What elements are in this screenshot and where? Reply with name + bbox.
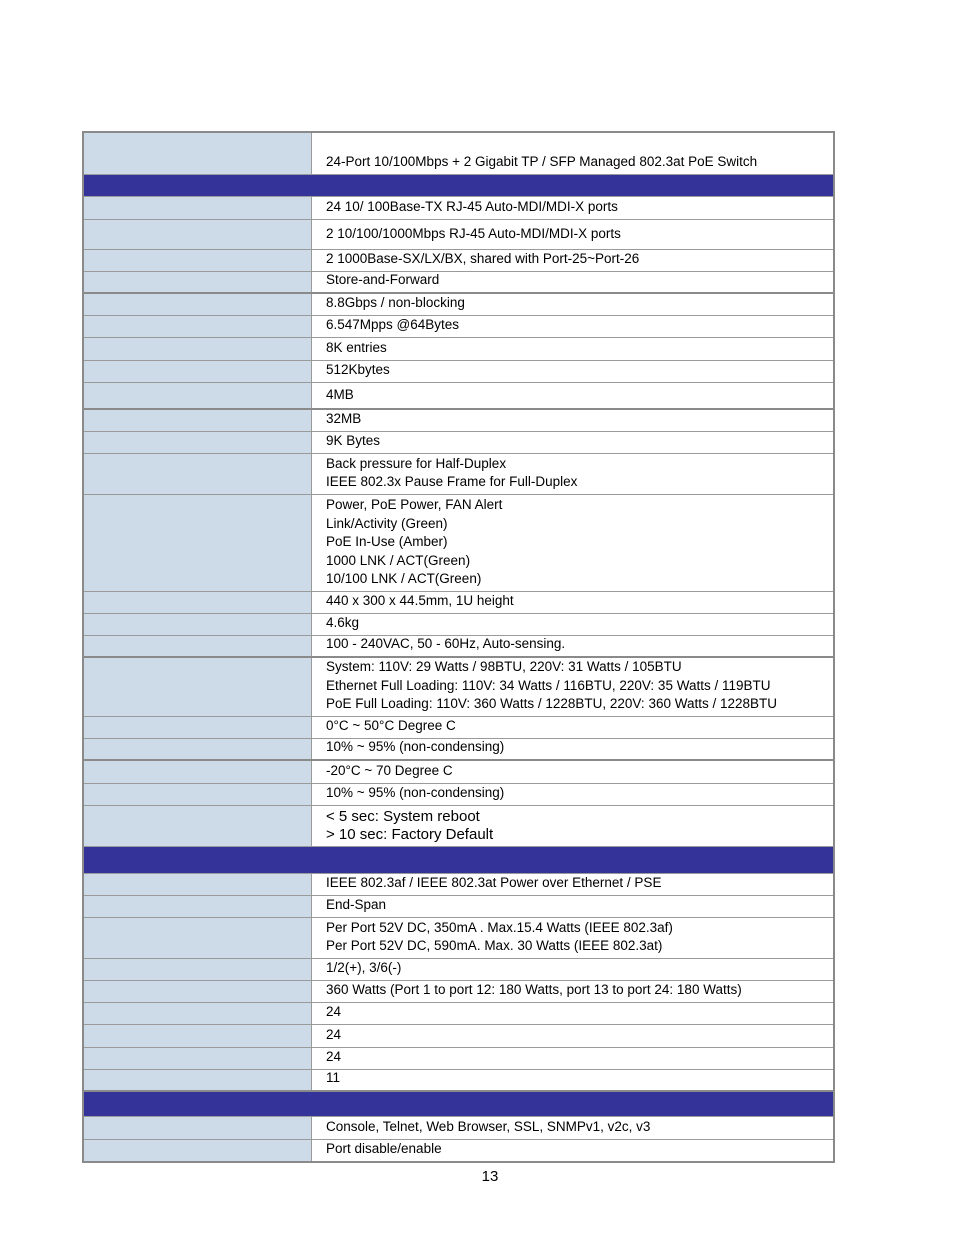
- spec-value-cell: [312, 806, 833, 846]
- spec-value-line: 2 1000Base-SX/LX/BX, shared with Port-25~Port-26: [326, 251, 640, 267]
- spec-row: [84, 636, 833, 658]
- spec-row: [84, 918, 833, 959]
- spec-label-cell: [84, 592, 312, 613]
- spec-row: [84, 1048, 833, 1070]
- spec-row: [84, 981, 833, 1003]
- spec-row: [84, 1003, 833, 1025]
- spec-value-line: Console, Telnet, Web Browser, SSL, SNMPv1, v2c, v3: [326, 1119, 651, 1135]
- spec-label-cell: [84, 1025, 312, 1047]
- spec-label-cell: [84, 1070, 312, 1090]
- spec-label-cell: [84, 316, 312, 337]
- spec-row: [84, 316, 833, 338]
- spec-value-line: PoE In-Use (Amber): [326, 534, 448, 550]
- spec-value-cell: [312, 454, 833, 494]
- spec-value-cell: [312, 197, 833, 219]
- spec-row: [84, 1070, 833, 1092]
- spec-label-cell: [84, 432, 312, 453]
- spec-value-cell: [312, 250, 833, 271]
- spec-row: [84, 1140, 833, 1161]
- spec-value-cell: [312, 739, 833, 759]
- spec-label-cell: [84, 636, 312, 656]
- spec-value-line: 8K entries: [326, 340, 387, 356]
- spec-row: [84, 250, 833, 272]
- spec-row: [84, 133, 833, 175]
- spec-value-line: 32MB: [326, 411, 362, 427]
- spec-value-cell: [312, 383, 833, 408]
- spec-value-cell: [312, 1025, 833, 1047]
- spec-value-cell: [312, 614, 833, 635]
- spec-value-line: -20°C ~ 70 Degree C: [326, 763, 453, 779]
- spec-row: [84, 614, 833, 636]
- spec-row: [84, 874, 833, 896]
- spec-row: [84, 806, 833, 847]
- spec-row: [84, 717, 833, 739]
- spec-value-line: 1/2(+), 3/6(-): [326, 960, 402, 976]
- spec-value-cell: [312, 1140, 833, 1161]
- spec-value-cell: [312, 918, 833, 958]
- spec-value-line: 11: [326, 1070, 341, 1086]
- spec-row: [84, 338, 833, 361]
- spec-value-line: Port disable/enable: [326, 1141, 442, 1157]
- spec-label-cell: [84, 133, 312, 174]
- spec-row: [84, 495, 833, 592]
- spec-row: [84, 383, 833, 410]
- spec-label-cell: [84, 383, 312, 408]
- spec-row: [84, 739, 833, 761]
- spec-value-cell: [312, 959, 833, 980]
- spec-label-cell: [84, 614, 312, 635]
- spec-label-cell: [84, 874, 312, 895]
- spec-value-line: 440 x 300 x 44.5mm, 1U height: [326, 593, 514, 609]
- spec-label-cell: [84, 410, 312, 431]
- spec-value-cell: [312, 432, 833, 453]
- spec-value-line: 10% ~ 95% (non-condensing): [326, 785, 505, 801]
- spec-value-cell: [312, 1003, 833, 1024]
- spec-label-cell: [84, 784, 312, 805]
- spec-value-line: IEEE 802.3af / IEEE 802.3at Power over Ethernet / PSE: [326, 875, 662, 891]
- section-header-bar: [84, 847, 833, 874]
- spec-label-cell: [84, 338, 312, 360]
- spec-value-line: 360 Watts (Port 1 to port 12: 180 Watts, port 13 to port 24: 180 Watts): [326, 982, 742, 998]
- spec-label-cell: [84, 981, 312, 1002]
- spec-value-line: 4.6kg: [326, 615, 360, 631]
- spec-value-cell: [312, 784, 833, 805]
- spec-value-cell: [312, 272, 833, 292]
- spec-row: [84, 592, 833, 614]
- spec-value-line: Link/Activity (Green): [326, 515, 448, 531]
- spec-value-line: 1000 LNK / ACT(Green): [326, 552, 471, 568]
- spec-value-line: Per Port 52V DC, 350mA . Max.15.4 Watts (IEEE 802.3af): [326, 919, 673, 935]
- spec-label-cell: [84, 761, 312, 783]
- spec-label-cell: [84, 294, 312, 315]
- spec-label-cell: [84, 454, 312, 494]
- spec-row: [84, 784, 833, 806]
- spec-label-cell: [84, 197, 312, 219]
- spec-value-line: 10% ~ 95% (non-condensing): [326, 739, 505, 755]
- spec-label-cell: [84, 361, 312, 382]
- spec-label-cell: [84, 1003, 312, 1024]
- spec-value-cell: [312, 658, 833, 716]
- spec-value-cell: [312, 896, 833, 917]
- spec-value-cell: [312, 338, 833, 360]
- spec-label-cell: [84, 806, 312, 846]
- spec-row: [84, 658, 833, 717]
- spec-label-cell: [84, 658, 312, 716]
- spec-value-cell: [312, 1117, 833, 1139]
- spec-value-line: > 10 sec: Factory Default: [326, 826, 494, 843]
- spec-value-cell: [312, 133, 833, 174]
- spec-value-cell: [312, 495, 833, 591]
- spec-label-cell: [84, 1117, 312, 1139]
- spec-value-line: Per Port 52V DC, 590mA. Max. 30 Watts (IEEE 802.3at): [326, 938, 663, 954]
- spec-value-cell: [312, 1070, 833, 1090]
- spec-row: [84, 197, 833, 220]
- spec-value-cell: [312, 636, 833, 656]
- spec-row: [84, 959, 833, 981]
- spec-value-line: 2 10/100/1000Mbps RJ-45 Auto-MDI/MDI-X ports: [326, 226, 621, 242]
- spec-value-cell: [312, 981, 833, 1002]
- spec-label-cell: [84, 1140, 312, 1161]
- spec-row: [84, 1025, 833, 1048]
- spec-value-line: 6.547Mpps @64Bytes: [326, 317, 460, 333]
- spec-label-cell: [84, 896, 312, 917]
- spec-value-line: 4MB: [326, 387, 354, 403]
- spec-value-cell: [312, 592, 833, 613]
- spec-value-line: 0°C ~ 50°C Degree C: [326, 718, 456, 734]
- spec-value-cell: [312, 410, 833, 431]
- spec-value-line: < 5 sec: System reboot: [326, 808, 480, 825]
- spec-value-line: Power, PoE Power, FAN Alert: [326, 497, 503, 513]
- spec-value-cell: [312, 761, 833, 783]
- spec-label-cell: [84, 220, 312, 249]
- section-header-bar: [84, 175, 833, 197]
- spec-value-line: 24: [326, 1004, 342, 1020]
- spec-value-line: IEEE 802.3x Pause Frame for Full-Duplex: [326, 474, 578, 490]
- spec-label-cell: [84, 739, 312, 759]
- spec-label-cell: [84, 495, 312, 591]
- spec-value-line: 100 - 240VAC, 50 - 60Hz, Auto-sensing.: [326, 636, 566, 652]
- spec-row: [84, 272, 833, 294]
- spec-label-cell: [84, 250, 312, 271]
- spec-row: [84, 294, 833, 316]
- spec-row: [84, 410, 833, 432]
- spec-value-line: 24: [326, 1027, 342, 1043]
- spec-value-line: Store-and-Forward: [326, 272, 440, 288]
- spec-value-line: 9K Bytes: [326, 433, 381, 449]
- spec-row: [84, 896, 833, 918]
- spec-value-line: Back pressure for Half-Duplex: [326, 455, 507, 471]
- spec-value-line: 24-Port 10/100Mbps + 2 Gigabit TP / SFP Managed 802.3at PoE Switch: [326, 154, 758, 170]
- spec-row: [84, 761, 833, 784]
- spec-value-line: 24 10/ 100Base-TX RJ-45 Auto-MDI/MDI-X ports: [326, 199, 618, 215]
- spec-value-line: End-Span: [326, 897, 387, 913]
- spec-value-cell: [312, 220, 833, 249]
- spec-row: [84, 361, 833, 383]
- spec-value-cell: [312, 316, 833, 337]
- spec-value-line: 8.8Gbps / non-blocking: [326, 295, 465, 311]
- spec-row: [84, 220, 833, 250]
- spec-label-cell: [84, 1048, 312, 1069]
- spec-label-cell: [84, 918, 312, 958]
- spec-row: [84, 454, 833, 495]
- spec-value-line: 10/100 LNK / ACT(Green): [326, 571, 482, 587]
- spec-label-cell: [84, 959, 312, 980]
- spec-label-cell: [84, 717, 312, 738]
- spec-value-line: PoE Full Loading: 110V: 360 Watts / 1228BTU, 220V: 360 Watts / 1228BTU: [326, 696, 777, 712]
- spec-value-cell: [312, 1048, 833, 1069]
- spec-row: [84, 432, 833, 454]
- spec-value-line: Ethernet Full Loading: 110V: 34 Watts / 116BTU, 220V: 35 Watts / 119BTU: [326, 677, 771, 693]
- spec-value-line: System: 110V: 29 Watts / 98BTU, 220V: 31 Watts / 105BTU: [326, 659, 682, 675]
- spec-label-cell: [84, 272, 312, 292]
- section-header-bar: [84, 1092, 833, 1117]
- spec-value-line: 512Kbytes: [326, 362, 390, 378]
- spec-value-cell: [312, 874, 833, 895]
- spec-value-cell: [312, 361, 833, 382]
- spec-value-cell: [312, 294, 833, 315]
- specification-table: [82, 131, 835, 1163]
- page-number: 13: [481, 1168, 499, 1185]
- spec-value-line: 24: [326, 1049, 342, 1065]
- spec-row: [84, 1117, 833, 1140]
- spec-value-cell: [312, 717, 833, 738]
